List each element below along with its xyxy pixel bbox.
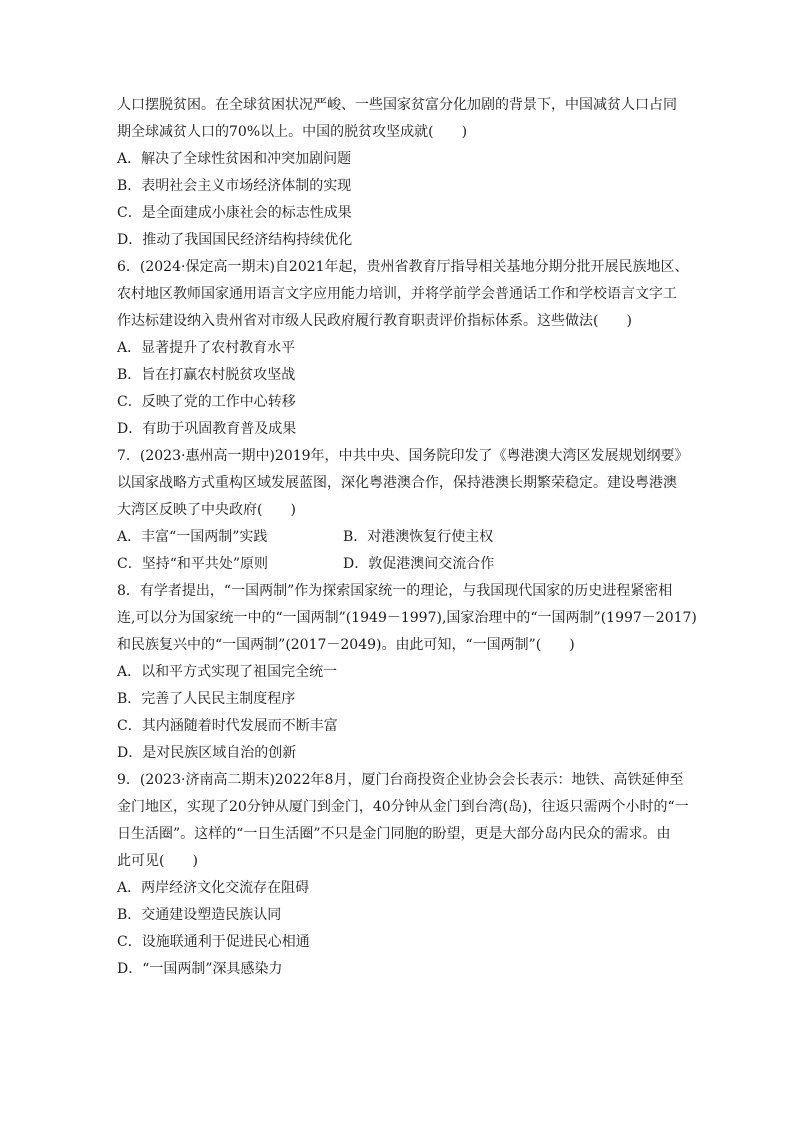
question-6 <box>117 254 689 443</box>
question-8-stem-line-2: 连,可以分为国家统一中的“一国两制”(1949－1997),国家治理中的“一国两制”(1997－2017) <box>117 610 697 626</box>
question-7-option-row-1 <box>117 524 682 551</box>
question-7-option-row-2 <box>117 551 682 578</box>
question-5-option-c: C．是全面建成小康社会的标志性成果 <box>117 205 352 221</box>
question-8-stem-line-1: 8．有学者提出，“一国两制”作为探索国家统一的理论，与我国现代国家的历史进程紧密相 <box>117 583 673 599</box>
question-9-option-b: B．交通建设塑造民族认同 <box>117 907 282 923</box>
question-5-option-d: D．推动了我国国民经济结构持续优化 <box>117 232 353 248</box>
question-8-stem-line-3: 和民族复兴中的“一国两制”(2017－2049)。由此可知，“一国两制”( ) <box>117 637 575 653</box>
question-9-option-d: D．“一国两制”深具感染力 <box>117 961 283 977</box>
question-5-option-a: A．解决了全球性贫困和冲突加剧问题 <box>117 151 352 167</box>
question-9-stem-line-3: 日生活圈”。这样的“一日生活圈”不只是金门同胞的盼望，更是大部分岛内民众的需求。由 <box>117 826 671 842</box>
question-6-option-c: C．反映了党的工作中心转移 <box>117 394 296 410</box>
question-7-option-d: D．敦促港澳间交流合作 <box>343 556 495 572</box>
question-8-option-d: D．是对民族区域自治的创新 <box>117 745 297 761</box>
question-7 <box>117 443 689 578</box>
question-5 <box>117 92 682 254</box>
question-8 <box>117 578 697 767</box>
question-9-stem-line-1: 9．(2023·济南高二期末)2022年8月，厦门台商投资企业协会会长表示：地铁、高铁延伸至 <box>117 772 684 788</box>
question-5-option-b: B．表明社会主义市场经济体制的实现 <box>117 178 352 194</box>
question-8-option-b: B．完善了人民民主制度程序 <box>117 691 296 707</box>
question-8-option-a: A．以和平方式实现了祖国完全统一 <box>117 664 338 680</box>
question-9-option-a: A．两岸经济文化交流存在阻碍 <box>117 880 310 896</box>
question-9 <box>117 767 689 983</box>
question-9-option-c: C．设施联通利于促进民心相通 <box>117 934 310 950</box>
question-6-stem-line-2: 农村地区教师国家通用语言文字应用能力培训，并将学前学会普通话工作和学校语言文字工 <box>117 286 677 302</box>
question-7-option-c: C．坚持“和平共处”原则 <box>117 556 269 572</box>
question-5-stem-line-2: 期全球减贫人口的70%以上。中国的脱贫攻坚成就( ) <box>117 124 468 140</box>
exam-page <box>117 92 697 983</box>
question-7-option-b: B．对港澳恢复行使主权 <box>343 529 494 545</box>
question-7-stem-line-1: 7．(2023·惠州高一期中)2019年，中共中央、国务院印发了《粤港澳大湾区发展规划纲要》 <box>117 448 689 464</box>
question-7-stem-line-3: 大湾区反映了中央政府( ) <box>117 502 296 518</box>
question-6-option-a: A．显著提升了农村教育水平 <box>117 340 296 356</box>
question-7-option-a: A．丰富“一国两制”实践 <box>117 529 268 545</box>
question-6-option-b: B．旨在打赢农村脱贫攻坚战 <box>117 367 296 383</box>
question-5-stem-line-1: 人口摆脱贫困。在全球贫困状况严峻、一些国家贫富分化加剧的背景下，中国减贫人口占同 <box>117 97 677 113</box>
question-8-option-c: C．其内涵随着时代发展而不断丰富 <box>117 718 338 734</box>
question-9-stem-line-2: 金门地区，实现了20分钟从厦门到金门，40分钟从金门到台湾(岛)，往返只需两个小时的“一 <box>117 799 689 815</box>
question-6-option-d: D．有助于巩固教育普及成果 <box>117 421 297 437</box>
question-6-stem-line-1: 6．(2024·保定高一期末)自2021年起，贵州省教育厅指导相关基地分期分批开展民族地区、 <box>117 259 689 275</box>
question-7-stem-line-2: 以国家战略方式重构区域发展蓝图，深化粤港澳合作，保持港澳长期繁荣稳定。建设粤港澳 <box>117 475 677 491</box>
question-6-stem-line-3: 作达标建设纳入贵州省对市级人民政府履行教育职责评价指标体系。这些做法( ) <box>117 313 632 329</box>
question-9-stem-line-4: 此可见( ) <box>117 853 198 869</box>
